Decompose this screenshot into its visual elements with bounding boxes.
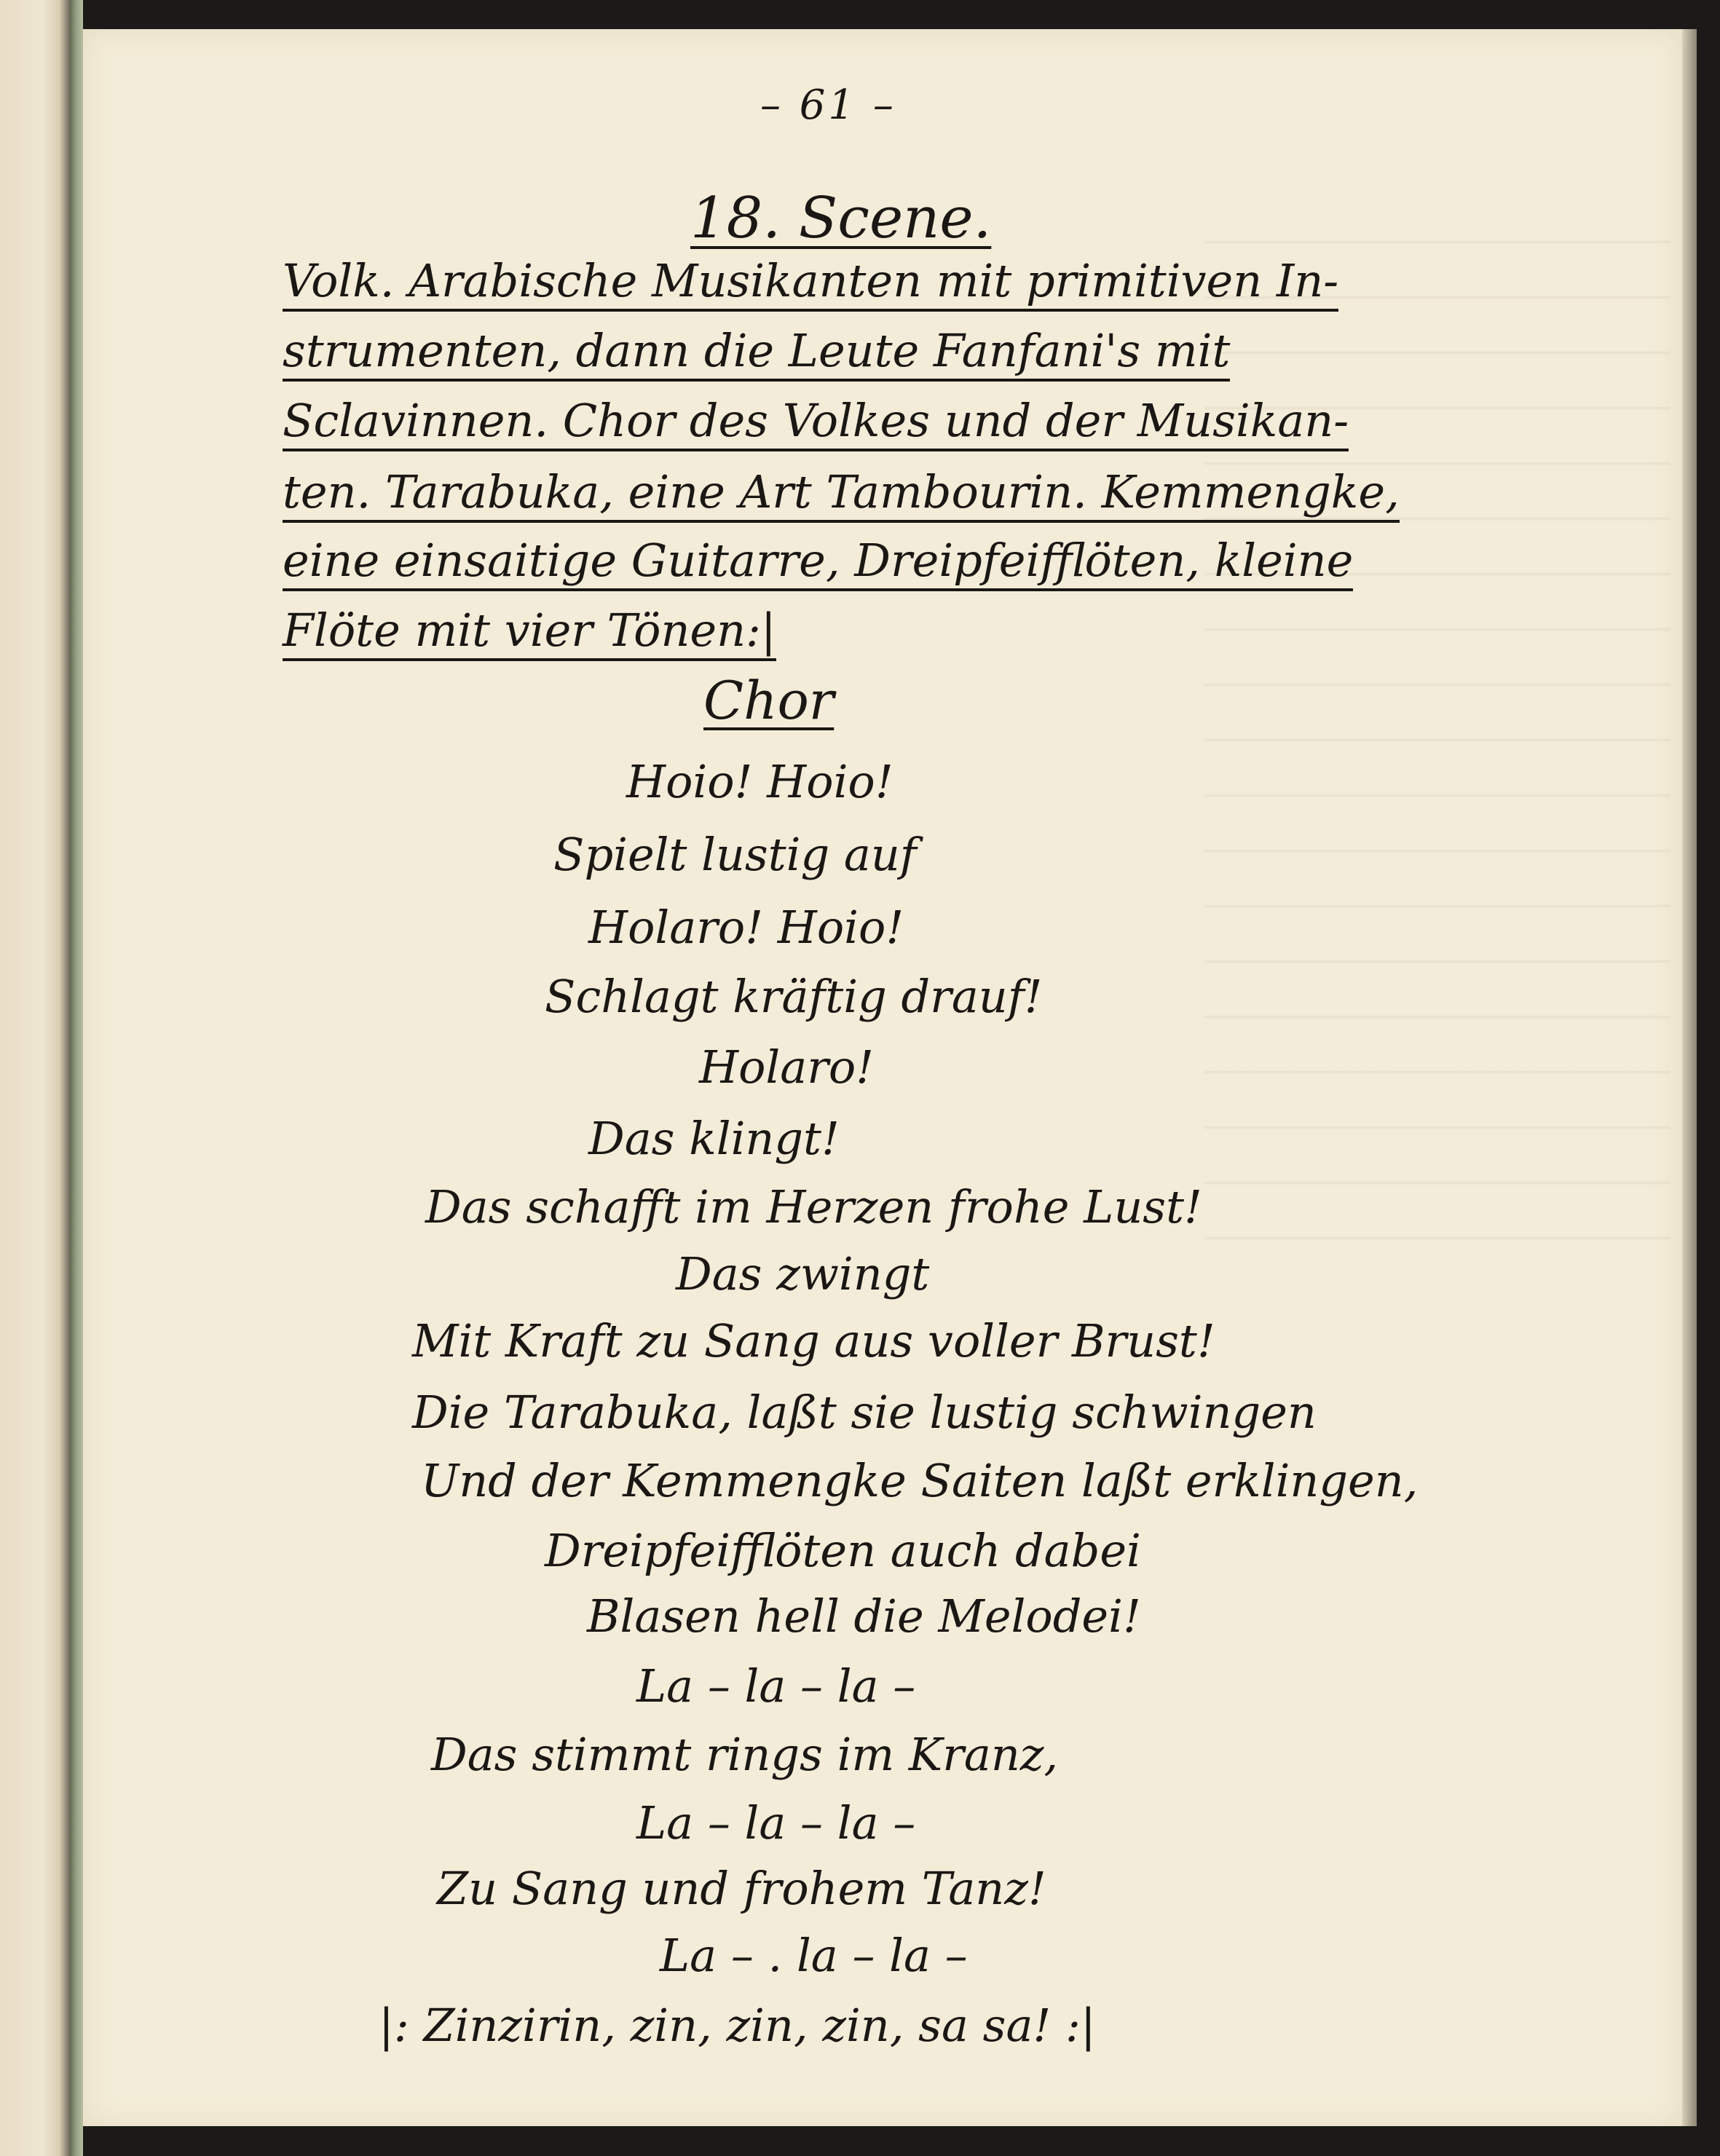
- verse-line: Die Tarabuka, laßt sie lustig schwingen: [412, 1386, 1317, 1439]
- verse-line: Mit Kraft zu Sang aus voller Brust!: [412, 1314, 1215, 1367]
- verse-line: Das stimmt rings im Kranz,: [431, 1728, 1059, 1781]
- verse-line: Das schafft im Herzen frohe Lust!: [425, 1180, 1202, 1233]
- stage-direction-line: Volk. Arabische Musikanten mit primitiven In-: [283, 256, 1338, 312]
- verse-line: Spielt lustig auf: [553, 828, 917, 881]
- scene-title: 18. Scene.: [690, 186, 992, 251]
- verse-line: Dreipfeifflöten auch dabei: [545, 1524, 1141, 1577]
- verse-line: La – . la – la –: [660, 1929, 968, 1982]
- stage-direction-line: Flöte mit vier Tönen:|: [283, 606, 776, 661]
- verse-line: Blasen hell die Melodei!: [587, 1590, 1141, 1643]
- verse-line: La – la – la –: [636, 1796, 916, 1849]
- book-gutter: [70, 0, 83, 2156]
- verse-line: Und der Kemmengke Saiten laßt erklingen,: [421, 1454, 1419, 1507]
- verse-line: Holaro! Hoio!: [588, 901, 904, 954]
- show-through-bleed: [1204, 189, 1670, 1282]
- verse-line: |: Zinzirin, zin, zin, zin, sa sa! :|: [379, 1999, 1096, 2052]
- page-number: – 61 –: [760, 82, 896, 129]
- page-right-edge: [1682, 29, 1697, 2126]
- previous-page-edge: [0, 0, 70, 2156]
- verse-line: Schlagt kräftig drauf!: [545, 970, 1043, 1023]
- verse-line: La – la – la –: [636, 1659, 916, 1713]
- stage-direction-line: strumenten, dann die Leute Fanfani's mit: [283, 326, 1230, 382]
- verse-line: Holaro!: [699, 1041, 875, 1094]
- verse-line: Das zwingt: [676, 1247, 930, 1300]
- stage-direction-line: Sclavinnen. Chor des Volkes und der Musikan-: [283, 396, 1349, 451]
- verse-line: Das klingt!: [588, 1112, 840, 1165]
- stage-direction-line: eine einsaitige Guitarre, Dreipfeifflöten, kleine: [283, 536, 1353, 591]
- chorus-heading: Chor: [703, 670, 835, 731]
- verse-line: Zu Sang und frohem Tanz!: [437, 1862, 1046, 1915]
- verse-line: Hoio! Hoio!: [626, 755, 893, 808]
- stage-direction-line: ten. Tarabuka, eine Art Tambourin. Kemmengke,: [283, 467, 1400, 523]
